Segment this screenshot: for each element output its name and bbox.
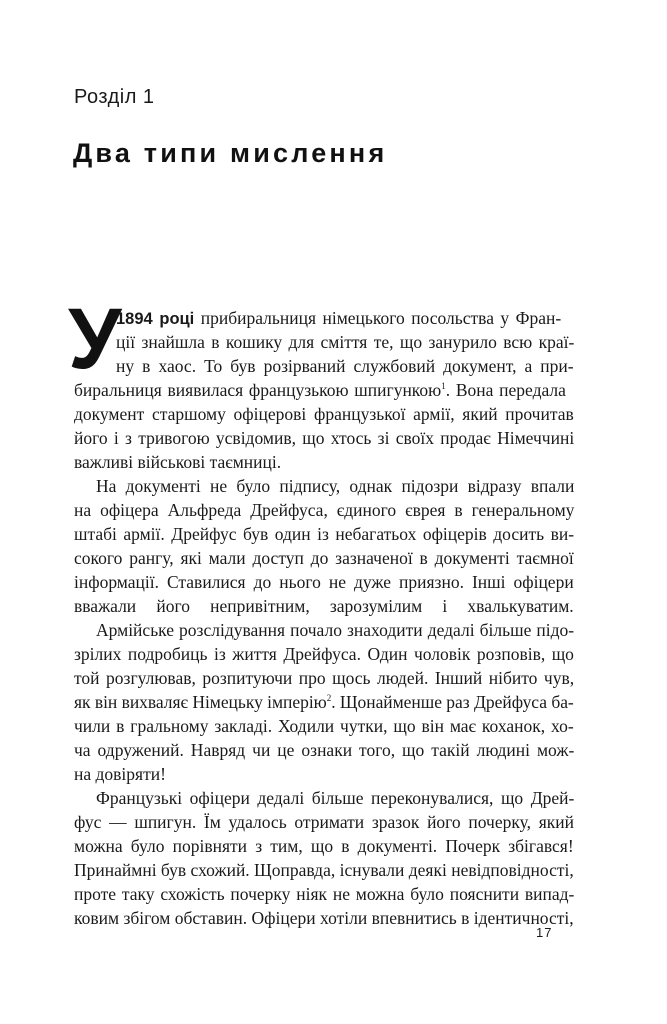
body-line: сокого рангу, які мали доступ до зазначеної в документі таємної [74, 548, 574, 568]
body-line: його і з тривогою усвідомив, що хтось зі своїх продає Німеччині [74, 428, 575, 448]
line-text: биральниця виявилася французькою шпигункою [74, 380, 442, 400]
footnote-marker: 1 [441, 381, 446, 392]
footnote-marker: 2 [326, 693, 332, 704]
body-line: важливі військові таємниці. [74, 452, 282, 472]
chapter-label: Розділ 1 [74, 86, 155, 108]
body-line: можна було порівняти з тим, що в документі. Почерк збігався! [74, 836, 574, 856]
body-line: На документі не було підпису, однак підозри відразу впали [96, 476, 575, 496]
body-line: вважали його непривітним, зарозумілим і хвалькуватим. [74, 596, 574, 616]
body-line: чили в гральному закладі. Ходили чутки, що він має коханок, хо- [74, 716, 574, 736]
chapter-title: Два типи мислення [73, 138, 388, 168]
body-line: той розгулював, розпитуючи про щось людей. Інший нібито чув, [74, 668, 575, 688]
body-line [74, 380, 566, 400]
body-line: ції знайшла в кошику для сміття те, що занурило всю краї- [116, 332, 575, 352]
body-line: ковим збігом обставин. Офіцери хотіли впевнитись в ідентичності, [74, 908, 574, 928]
body-line [74, 692, 574, 712]
body-line: проте таку схожість почерку ніяк не можна було пояснити випад- [74, 884, 575, 904]
body-line: документ старшому офіцерові французької армії, який прочитав [74, 404, 574, 424]
line-text: як він вихваляє Німецьку імперію [74, 692, 327, 712]
body-line: зрілих подробиць із життя Дрейфуса. Один чоловік розповів, що [74, 644, 574, 664]
line-text: . Щонайменше раз Дрейфуса ба- [331, 692, 574, 712]
body-line: на довіряти! [74, 764, 166, 784]
body-line: Армійське розслідування почало знаходити дедалі більше підо- [96, 620, 575, 640]
body-line: ну в хаос. То був розірваний службовий документ, а при- [116, 356, 574, 376]
body-line: інформації. Ставилися до нього не дуже приязно. Інші офіцери [74, 572, 574, 592]
body-line: штабі армії. Дрейфус був один із небагатьох офіцерів досить ви- [74, 524, 575, 544]
bold-lead: 1894 році [116, 310, 195, 328]
line-text: прибиральниця німецького посольства у Фран- [194, 308, 562, 328]
drop-cap: У [68, 291, 122, 387]
body-line: Французькі офіцери дедалі більше переконувалися, що Дрей- [96, 788, 575, 808]
body-line [116, 308, 561, 329]
body-line: на офіцера Альфреда Дрейфуса, єдиного єврея в генеральному [74, 500, 575, 520]
body-line: ча одружений. Навряд чи це ознаки того, що такій людині мож- [74, 740, 575, 760]
page-number: 17 [536, 925, 553, 940]
line-text: . Вона передала [445, 380, 566, 400]
body-line: фус — шпигун. Їм удалось отримати зразок його почерку, який [74, 812, 574, 832]
body-line: Принаймні був схожий. Щоправда, існували деякі невідповідності, [74, 860, 574, 880]
